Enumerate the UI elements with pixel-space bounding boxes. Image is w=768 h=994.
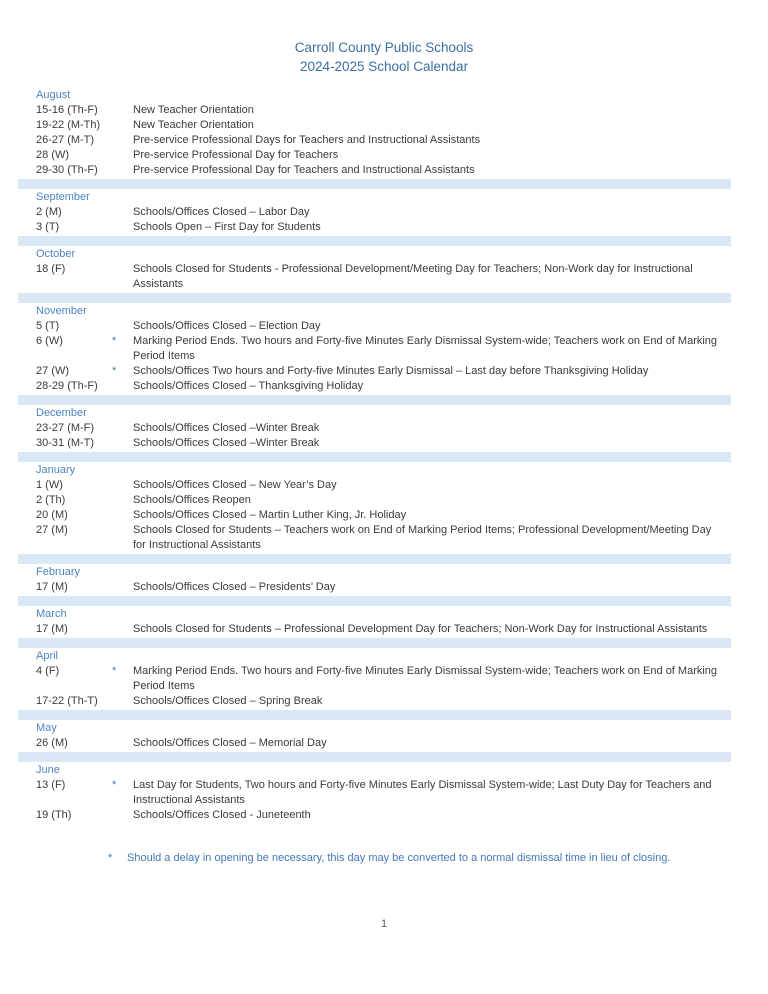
month-heading: April (36, 650, 59, 662)
event-description: Schools/Offices Closed – Thanksgiving Holiday (133, 380, 364, 392)
calendar-event-row (36, 808, 768, 823)
event-asterisk-marker (112, 436, 133, 451)
calendar-event-row (36, 421, 768, 436)
event-date: 27 (W) (36, 365, 69, 377)
footnote-text: Should a delay in opening be necessary, this day may be converted to a normal dismissal time in lieu of closing. (127, 852, 671, 864)
event-date: 19-22 (M-Th) (36, 119, 101, 131)
event-asterisk-marker (112, 319, 133, 334)
event-date: 26 (M) (36, 737, 68, 749)
calendar-event-row (36, 436, 768, 451)
event-date: 13 (F) (36, 779, 66, 791)
event-asterisk-marker: * (112, 335, 117, 347)
section-divider-band (18, 236, 731, 246)
calendar-event-row (36, 664, 768, 694)
event-description: New Teacher Orientation (133, 104, 254, 116)
calendar-event-row (36, 133, 768, 148)
event-date: 20 (M) (36, 509, 68, 521)
calendar-event-row (36, 163, 768, 178)
event-date: 17 (M) (36, 623, 68, 635)
event-asterisk-marker (112, 163, 133, 178)
event-date: 18 (F) (36, 263, 66, 275)
event-asterisk-marker (112, 148, 133, 163)
event-description: Last Day for Students, Two hours and Forty-five Minutes Early Dismissal System-wide; Last Duty Day for Teachers and Instructional Assistants (133, 779, 712, 806)
month-section-september (0, 190, 768, 246)
section-divider-band (18, 293, 731, 303)
event-description: Marking Period Ends. Two hours and Forty-five Minutes Early Dismissal System-wide; Teachers work on End of Marking Period Items (133, 335, 718, 362)
event-asterisk-marker (112, 736, 133, 751)
month-section-january (0, 463, 768, 564)
title-line-2: 2024-2025 School Calendar (299, 59, 469, 74)
month-section-may (0, 721, 768, 762)
footnote (108, 851, 670, 865)
event-description: Schools/Offices Closed – Memorial Day (133, 737, 327, 749)
calendar-event-row (36, 493, 768, 508)
calendar-event-row (36, 262, 768, 292)
month-heading: March (36, 608, 67, 620)
event-date: 30-31 (M-T) (36, 437, 95, 449)
event-date: 4 (F) (36, 665, 60, 677)
event-date: 6 (W) (36, 335, 63, 347)
event-description: Schools/Offices Closed – Martin Luther King, Jr. Holiday (133, 509, 407, 521)
event-date: 17-22 (Th-T) (36, 695, 98, 707)
event-asterisk-marker (112, 478, 133, 493)
month-section-april (0, 649, 768, 720)
calendar-event-row (36, 523, 768, 553)
calendar-event-row (36, 778, 768, 808)
event-asterisk-marker (112, 262, 133, 292)
event-date: 26-27 (M-T) (36, 134, 95, 146)
month-section-march (0, 607, 768, 648)
month-heading: December (36, 407, 87, 419)
event-date: 17 (M) (36, 581, 68, 593)
calendar (0, 88, 768, 823)
month-section-october (0, 247, 768, 303)
calendar-event-row (36, 622, 768, 637)
section-divider-band (18, 596, 731, 606)
event-asterisk-marker (112, 205, 133, 220)
page-number: 1 (380, 918, 388, 930)
month-heading: August (36, 89, 71, 101)
event-asterisk-marker (112, 808, 133, 823)
event-description: Marking Period Ends. Two hours and Forty-five Minutes Early Dismissal System-wide; Teachers work on End of Marking Period Items (133, 665, 718, 692)
calendar-event-row (36, 319, 768, 334)
event-description: Schools Open – First Day for Students (133, 221, 321, 233)
month-heading: May (36, 722, 57, 734)
section-divider-band (18, 752, 731, 762)
event-description: Pre-service Professional Day for Teachers and Instructional Assistants (133, 164, 475, 176)
event-description: Pre-service Professional Days for Teachers and Instructional Assistants (133, 134, 481, 146)
calendar-event-row (36, 580, 768, 595)
month-section-november (0, 304, 768, 405)
calendar-event-row (36, 103, 768, 118)
event-description: Schools/Offices Closed – Election Day (133, 320, 321, 332)
document-title (0, 38, 768, 76)
event-description: Schools/Offices Closed – Presidents’ Day (133, 581, 336, 593)
section-divider-band (18, 395, 731, 405)
event-description: Schools/Offices Closed – Spring Break (133, 695, 323, 707)
event-date: 3 (T) (36, 221, 60, 233)
event-description: Schools/Offices Closed - Juneteenth (133, 809, 311, 821)
event-asterisk-marker (112, 133, 133, 148)
event-description: Schools Closed for Students - Professional Development/Meeting Day for Teachers; Non-Work day for Instructional Assistants (133, 263, 693, 290)
event-asterisk-marker (112, 220, 133, 235)
event-description: Schools/Offices Closed – Labor Day (133, 206, 310, 218)
event-description: Schools/Offices Reopen (133, 494, 251, 506)
month-heading: June (36, 764, 60, 776)
event-description: New Teacher Orientation (133, 119, 254, 131)
event-asterisk-marker (112, 580, 133, 595)
calendar-event-row (36, 508, 768, 523)
title-line-1: Carroll County Public Schools (294, 40, 474, 55)
event-asterisk-marker (112, 421, 133, 436)
event-description: Schools/Offices Closed –Winter Break (133, 422, 320, 434)
section-divider-band (18, 554, 731, 564)
calendar-event-row (36, 205, 768, 220)
calendar-event-row (36, 148, 768, 163)
calendar-event-row (36, 220, 768, 235)
month-heading: November (36, 305, 87, 317)
event-date: 29-30 (Th-F) (36, 164, 98, 176)
month-section-august (0, 88, 768, 189)
event-asterisk-marker (112, 118, 133, 133)
month-section-february (0, 565, 768, 606)
event-asterisk-marker (112, 103, 133, 118)
event-asterisk-marker (112, 694, 133, 709)
event-date: 2 (Th) (36, 494, 66, 506)
section-divider-band (18, 638, 731, 648)
month-heading: October (36, 248, 76, 260)
event-description: Pre-service Professional Day for Teachers (133, 149, 339, 161)
footnote-asterisk: * (108, 852, 113, 864)
event-asterisk-marker (112, 493, 133, 508)
event-asterisk-marker (112, 379, 133, 394)
calendar-event-row (36, 478, 768, 493)
section-divider-band (18, 452, 731, 462)
month-heading: January (36, 464, 76, 476)
section-divider-band (18, 710, 731, 720)
event-date: 15-16 (Th-F) (36, 104, 98, 116)
event-date: 1 (W) (36, 479, 63, 491)
calendar-event-row (36, 118, 768, 133)
event-date: 28-29 (Th-F) (36, 380, 98, 392)
event-date: 2 (M) (36, 206, 62, 218)
event-asterisk-marker (112, 622, 133, 637)
event-asterisk-marker: * (112, 665, 117, 677)
event-description: Schools/Offices Two hours and Forty-five Minutes Early Dismissal – Last day before Thanksgiving Holiday (133, 365, 649, 377)
event-date: 23-27 (M-F) (36, 422, 95, 434)
calendar-event-row (36, 694, 768, 709)
event-asterisk-marker (112, 508, 133, 523)
event-date: 19 (Th) (36, 809, 72, 821)
calendar-event-row (36, 364, 768, 379)
event-asterisk-marker: * (112, 779, 117, 791)
month-heading: September (36, 191, 90, 203)
event-description: Schools/Offices Closed –Winter Break (133, 437, 320, 449)
month-section-december (0, 406, 768, 462)
event-date: 27 (M) (36, 524, 68, 536)
event-asterisk-marker: * (112, 365, 117, 377)
event-description: Schools Closed for Students – Professional Development Day for Teachers; Non-Work Day for Instructional Assistants (133, 623, 708, 635)
calendar-event-row (36, 379, 768, 394)
month-heading: February (36, 566, 81, 578)
event-date: 28 (W) (36, 149, 69, 161)
event-asterisk-marker (112, 523, 133, 553)
calendar-event-row (36, 736, 768, 751)
event-description: Schools Closed for Students – Teachers work on End of Marking Period Items; Professional Development/Meeting Day for Instructional Assistants (133, 524, 712, 551)
calendar-event-row (36, 334, 768, 364)
section-divider-band (18, 179, 731, 189)
event-date: 5 (T) (36, 320, 60, 332)
month-section-june (0, 763, 768, 823)
event-description: Schools/Offices Closed – New Year’s Day (133, 479, 337, 491)
